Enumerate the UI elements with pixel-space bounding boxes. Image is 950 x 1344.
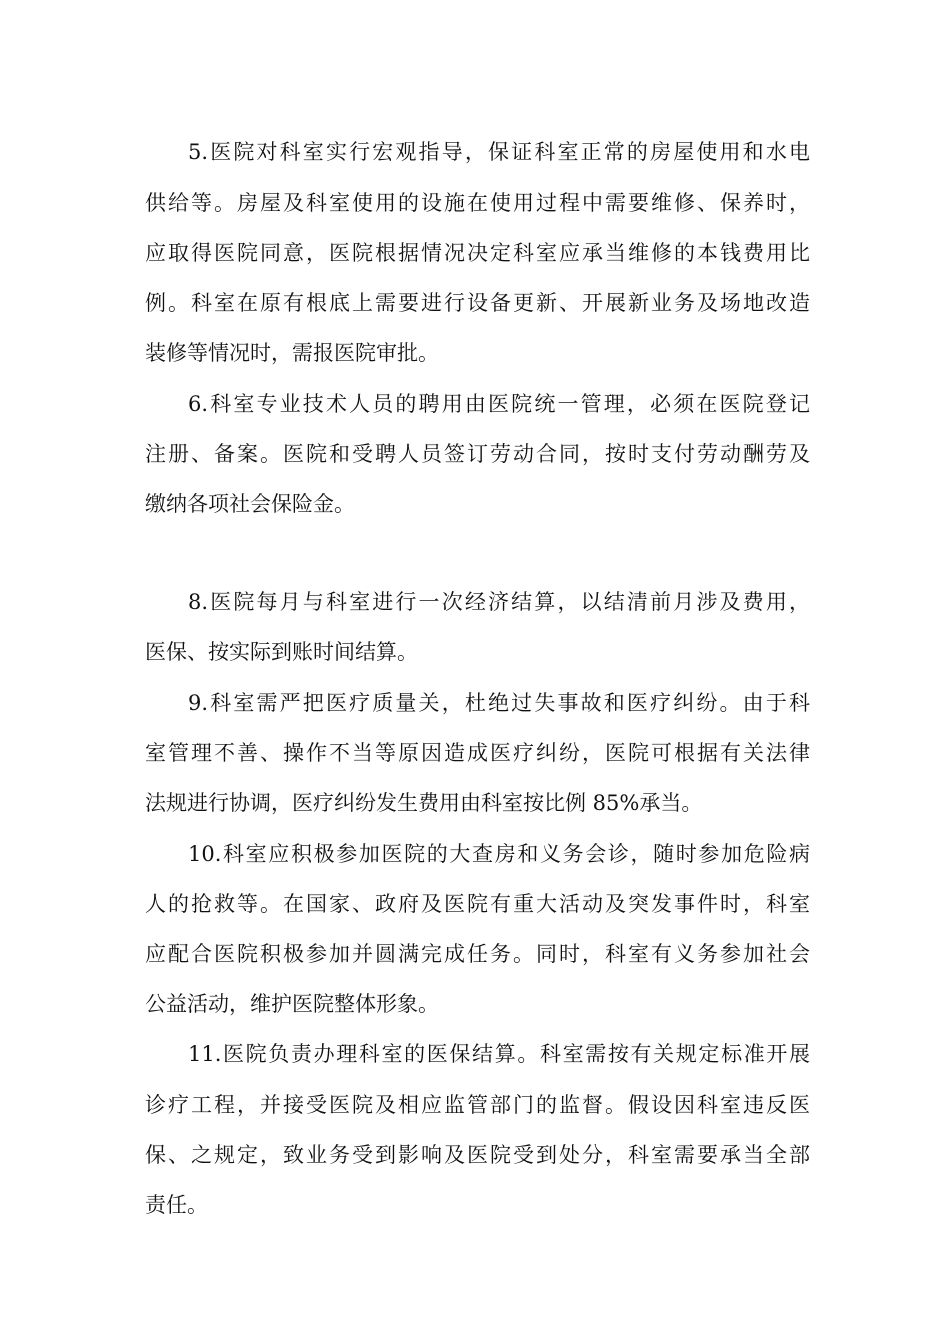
clause-10-line-4: 公益活动，维护医院整体形象。	[145, 992, 439, 1016]
clause-11-line-4: 责任。	[145, 1193, 208, 1217]
clause-5-line-2: 供给等。房屋及科室使用的设施在使用过程中需要维修、保养时，	[145, 191, 810, 215]
clause-9-line-1: 9.科室需严把医疗质量关，杜绝过失事故和医疗纠纷。由于科	[188, 691, 810, 715]
clause-8-line-1: 8.医院每月与科室进行一次经济结算，以结清前月涉及费用，	[188, 590, 810, 614]
clause-5-line-3: 应取得医院同意，医院根据情况决定科室应承当维修的本钱费用比	[145, 241, 810, 265]
clause-9-line-3: 法规进行协调，医疗纠纷发生费用由科室按比例 85%承当。	[145, 791, 703, 815]
clause-5-line-5: 装修等情况时，需报医院审批。	[145, 341, 439, 365]
clause-11-line-3: 保、之规定，致业务受到影响及医院受到处分，科室需要承当全部	[145, 1143, 810, 1167]
clause-10-line-1: 10.科室应积极参加医院的大查房和义务会诊，随时参加危险病	[188, 842, 810, 866]
clause-11-line-2: 诊疗工程，并接受医院及相应监管部门的监督。假设因科室违反医	[145, 1093, 810, 1117]
clause-6-line-3: 缴纳各项社会保险金。	[145, 492, 355, 516]
clause-10-line-3: 应配合医院积极参加并圆满完成任务。同时，科室有义务参加社会	[145, 942, 810, 966]
clause-6-line-1: 6.科室专业技术人员的聘用由医院统一管理，必须在医院登记	[188, 392, 810, 416]
clause-8-line-2: 医保、按实际到账时间结算。	[145, 640, 418, 664]
clause-10-line-2: 人的抢救等。在国家、政府及医院有重大活动及突发事件时，科室	[145, 892, 810, 916]
clause-5-line-1: 5.医院对科室实行宏观指导，保证科室正常的房屋使用和水电	[188, 140, 810, 164]
clause-11-line-1: 11.医院负责办理科室的医保结算。科室需按有关规定标准开展	[188, 1042, 810, 1066]
clause-5-line-4: 例。科室在原有根底上需要进行设备更新、开展新业务及场地改造	[145, 291, 810, 315]
clause-6-line-2: 注册、备案。医院和受聘人员签订劳动合同，按时支付劳动酬劳及	[145, 442, 810, 466]
clause-9-line-2: 室管理不善、操作不当等原因造成医疗纠纷，医院可根据有关法律	[145, 741, 810, 765]
